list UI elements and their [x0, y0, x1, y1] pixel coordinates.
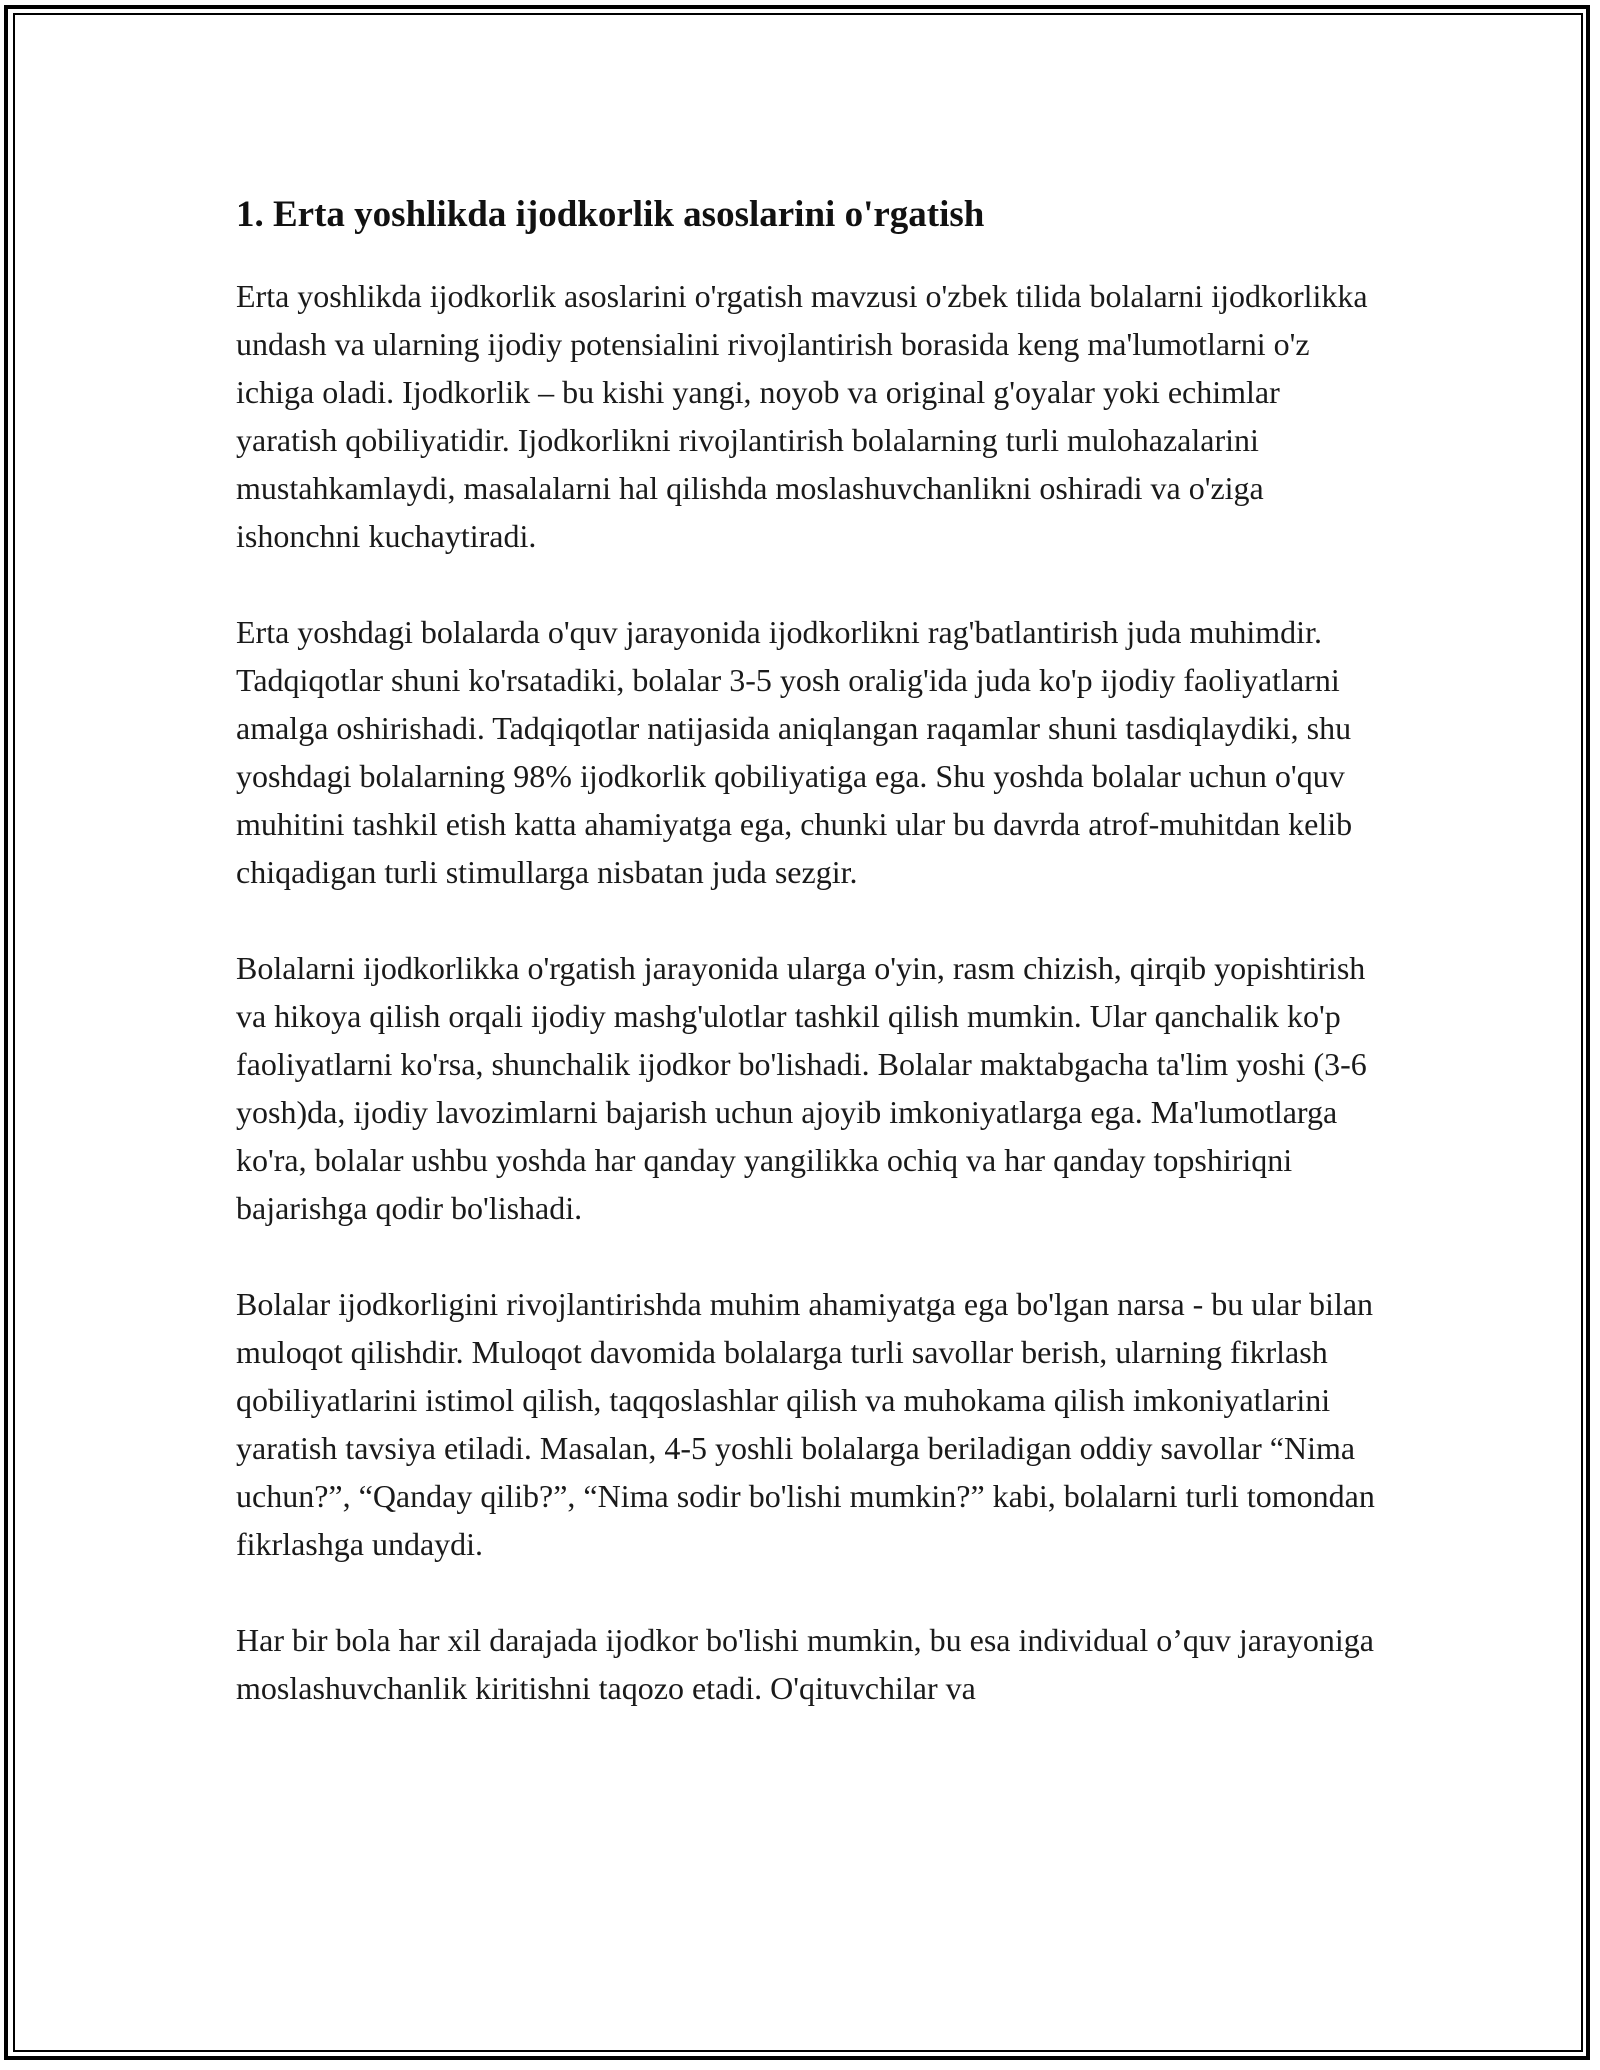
paragraph-1: Erta yoshlikda ijodkorlik asoslarini o'rgatish mavzusi o'zbek tilida bolalarni ijodkorlikka undash va ularning ijodiy potensialini rivojlantirish borasida keng ma'lumotlarni o'z ichiga oladi. Ijodkorlik – bu kishi yangi, noyob va original g'oyalar yoki echimlar yaratish qobiliyatidir. Ijodkorlikni rivojlantirish bolalarning turli mulohazalarini mustahkamlaydi, masalalarni hal qilishda moslashuvchanlikni oshiradi va o'ziga ishonchni kuchaytiradi.	[236, 278, 1368, 554]
paragraph-5: Har bir bola har xil darajada ijodkor bo'lishi mumkin, bu esa individual o’quv jarayoniga moslashuvchanlik kiritishni taqozo etadi. O'qituvchilar va	[236, 1622, 1374, 1706]
paragraph-4: Bolalar ijodkorligini rivojlantirishda muhim ahamiyatga ega bo'lgan narsa - bu ular bilan muloqot qilishdir. Muloqot davomida bolalarga turli savollar berish, ularning fikrlash qobiliyatlarini istimol qilish, taqqoslashlar qilish va muhokama qilish imkoniyatlarini yaratish tavsiya etiladi. Masalan, 4-5 yoshli bolalarga beriladigan oddiy savollar “Nima uchun?”, “Qanday qilib?”, “Nima sodir bo'lishi mumkin?” kabi, bolalarni turli tomondan fikrlashga undaydi.	[236, 1286, 1375, 1562]
paragraph-3: Bolalarni ijodkorlikka o'rgatish jarayonida ularga o'yin, rasm chizish, qirqib yopishtirish va hikoya qilish orqali ijodiy mashg'ulotlar tashkil qilish mumkin. Ular qanchalik ko'p faoliyatlarni ko'rsa, shunchalik ijodkor bo'lishadi. Bolalar maktabgacha ta'lim yoshi (3-6 yosh)da, ijodiy lavozimlarni bajarish uchun ajoyib imkoniyatlarga ega. Ma'lumotlarga ko'ra, bolalar ushbu yoshda har qanday yangilikka ochiq va har qanday topshiriqni bajarishga qodir bo'lishadi.	[236, 950, 1367, 1226]
document-body	[236, 188, 1376, 1760]
paragraph-2: Erta yoshdagi bolalarda o'quv jarayonida ijodkorlikni rag'batlantirish juda muhimdir. Tadqiqotlar shuni ko'rsatadiki, bolalar 3-5 yosh oralig'ida juda ko'p ijodiy faoliyatlarni amalga oshirishadi. Tadqiqotlar natijasida aniqlangan raqamlar shuni tasdiqlaydiki, shu yoshdagi bolalarning 98% ijodkorlik qobiliyatiga ega. Shu yoshda bolalar uchun o'quv muhitini tashkil etish katta ahamiyatga ega, chunki ular bu davrda atrof-muhitdan kelib chiqadigan turli stimullarga nisbatan juda sezgir.	[236, 614, 1353, 890]
section-heading: 1. Erta yoshlikda ijodkorlik asoslarini o'rgatish	[236, 194, 985, 235]
